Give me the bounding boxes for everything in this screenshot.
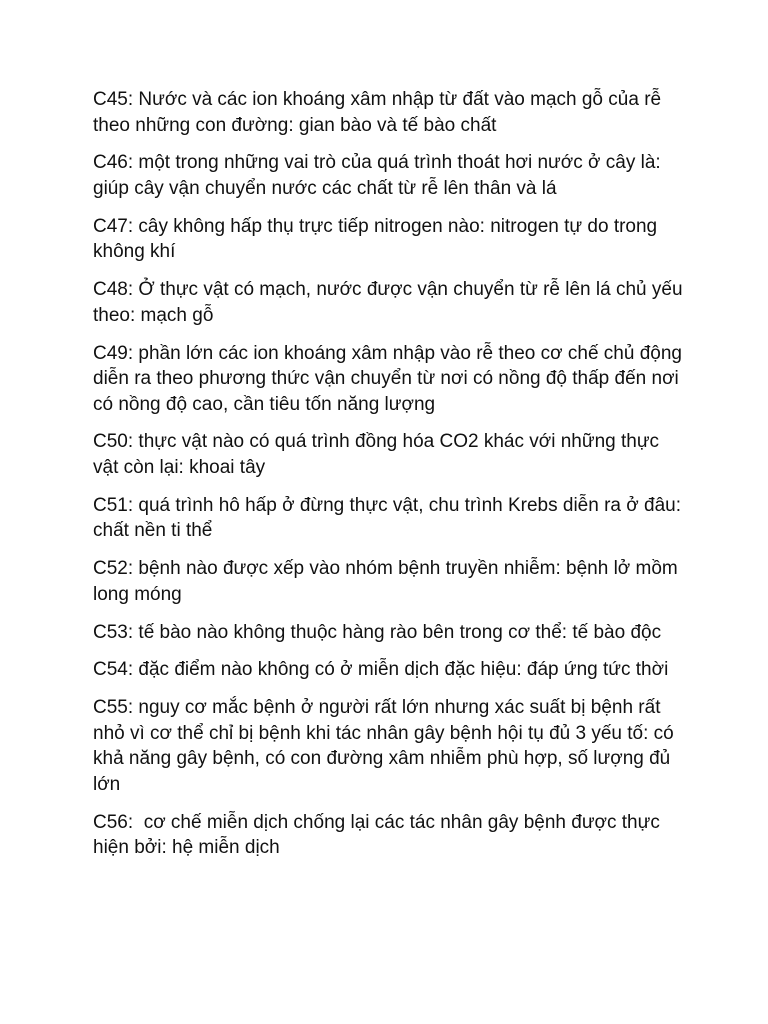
question-c45: C45: Nước và các ion khoáng xâm nhập từ đất vào mạch gỗ của rễ theo những con đường: gian bào và tế bào chất: [93, 89, 667, 136]
question-c48: C48: Ở thực vật có mạch, nước được vận chuyển từ rễ lên lá chủ yếu theo: mạch gỗ: [93, 279, 688, 326]
question-c51: C51: quá trình hô hấp ở đừng thực vật, chu trình Krebs diễn ra ở đâu: chất nền ti thể: [93, 494, 687, 542]
question-c47: C47: cây không hấp thụ trực tiếp nitrogen nào: nitrogen tự do trong không khí: [93, 215, 663, 263]
question-c55: C55: nguy cơ mắc bệnh ở người rất lớn nhưng xác suất bị bệnh rất nhỏ vì cơ thể chỉ bị bệnh khi tác nhân gây bệnh hội tụ đủ 3 yếu tố: có khả năng gây bệnh, có con đường xâm nhiễm phù hợp, số lượng đủ lớn: [93, 697, 680, 795]
question-c52: C52: bệnh nào được xếp vào nhóm bệnh truyền nhiễm: bệnh lở mồm long móng: [93, 558, 684, 605]
question-c50: C50: thực vật nào có quá trình đồng hóa CO2 khác với những thực vật còn lại: khoai tây: [93, 431, 665, 479]
question-c49: C49: phần lớn các ion khoáng xâm nhập vào rễ theo cơ chế chủ động diễn ra theo phương thức vận chuyển từ nơi có nồng độ thấp đến nơi có nồng độ cao, cần tiêu tốn năng lượng: [93, 342, 688, 415]
question-c53: C53: tế bào nào không thuộc hàng rào bên trong cơ thể: tế bào độc: [93, 621, 662, 643]
question-c46: C46: một trong những vai trò của quá trình thoát hơi nước ở cây là: giúp cây vận chuyển nước các chất từ rễ lên thân và lá: [93, 152, 666, 199]
document-body: [93, 87, 688, 873]
question-c54: C54: đặc điểm nào không có ở miễn dịch đặc hiệu: đáp ứng tức thời: [93, 659, 669, 681]
question-c56: C56: cơ chế miễn dịch chống lại các tác nhân gây bệnh được thực hiện bởi: hệ miễn dịch: [93, 811, 666, 859]
